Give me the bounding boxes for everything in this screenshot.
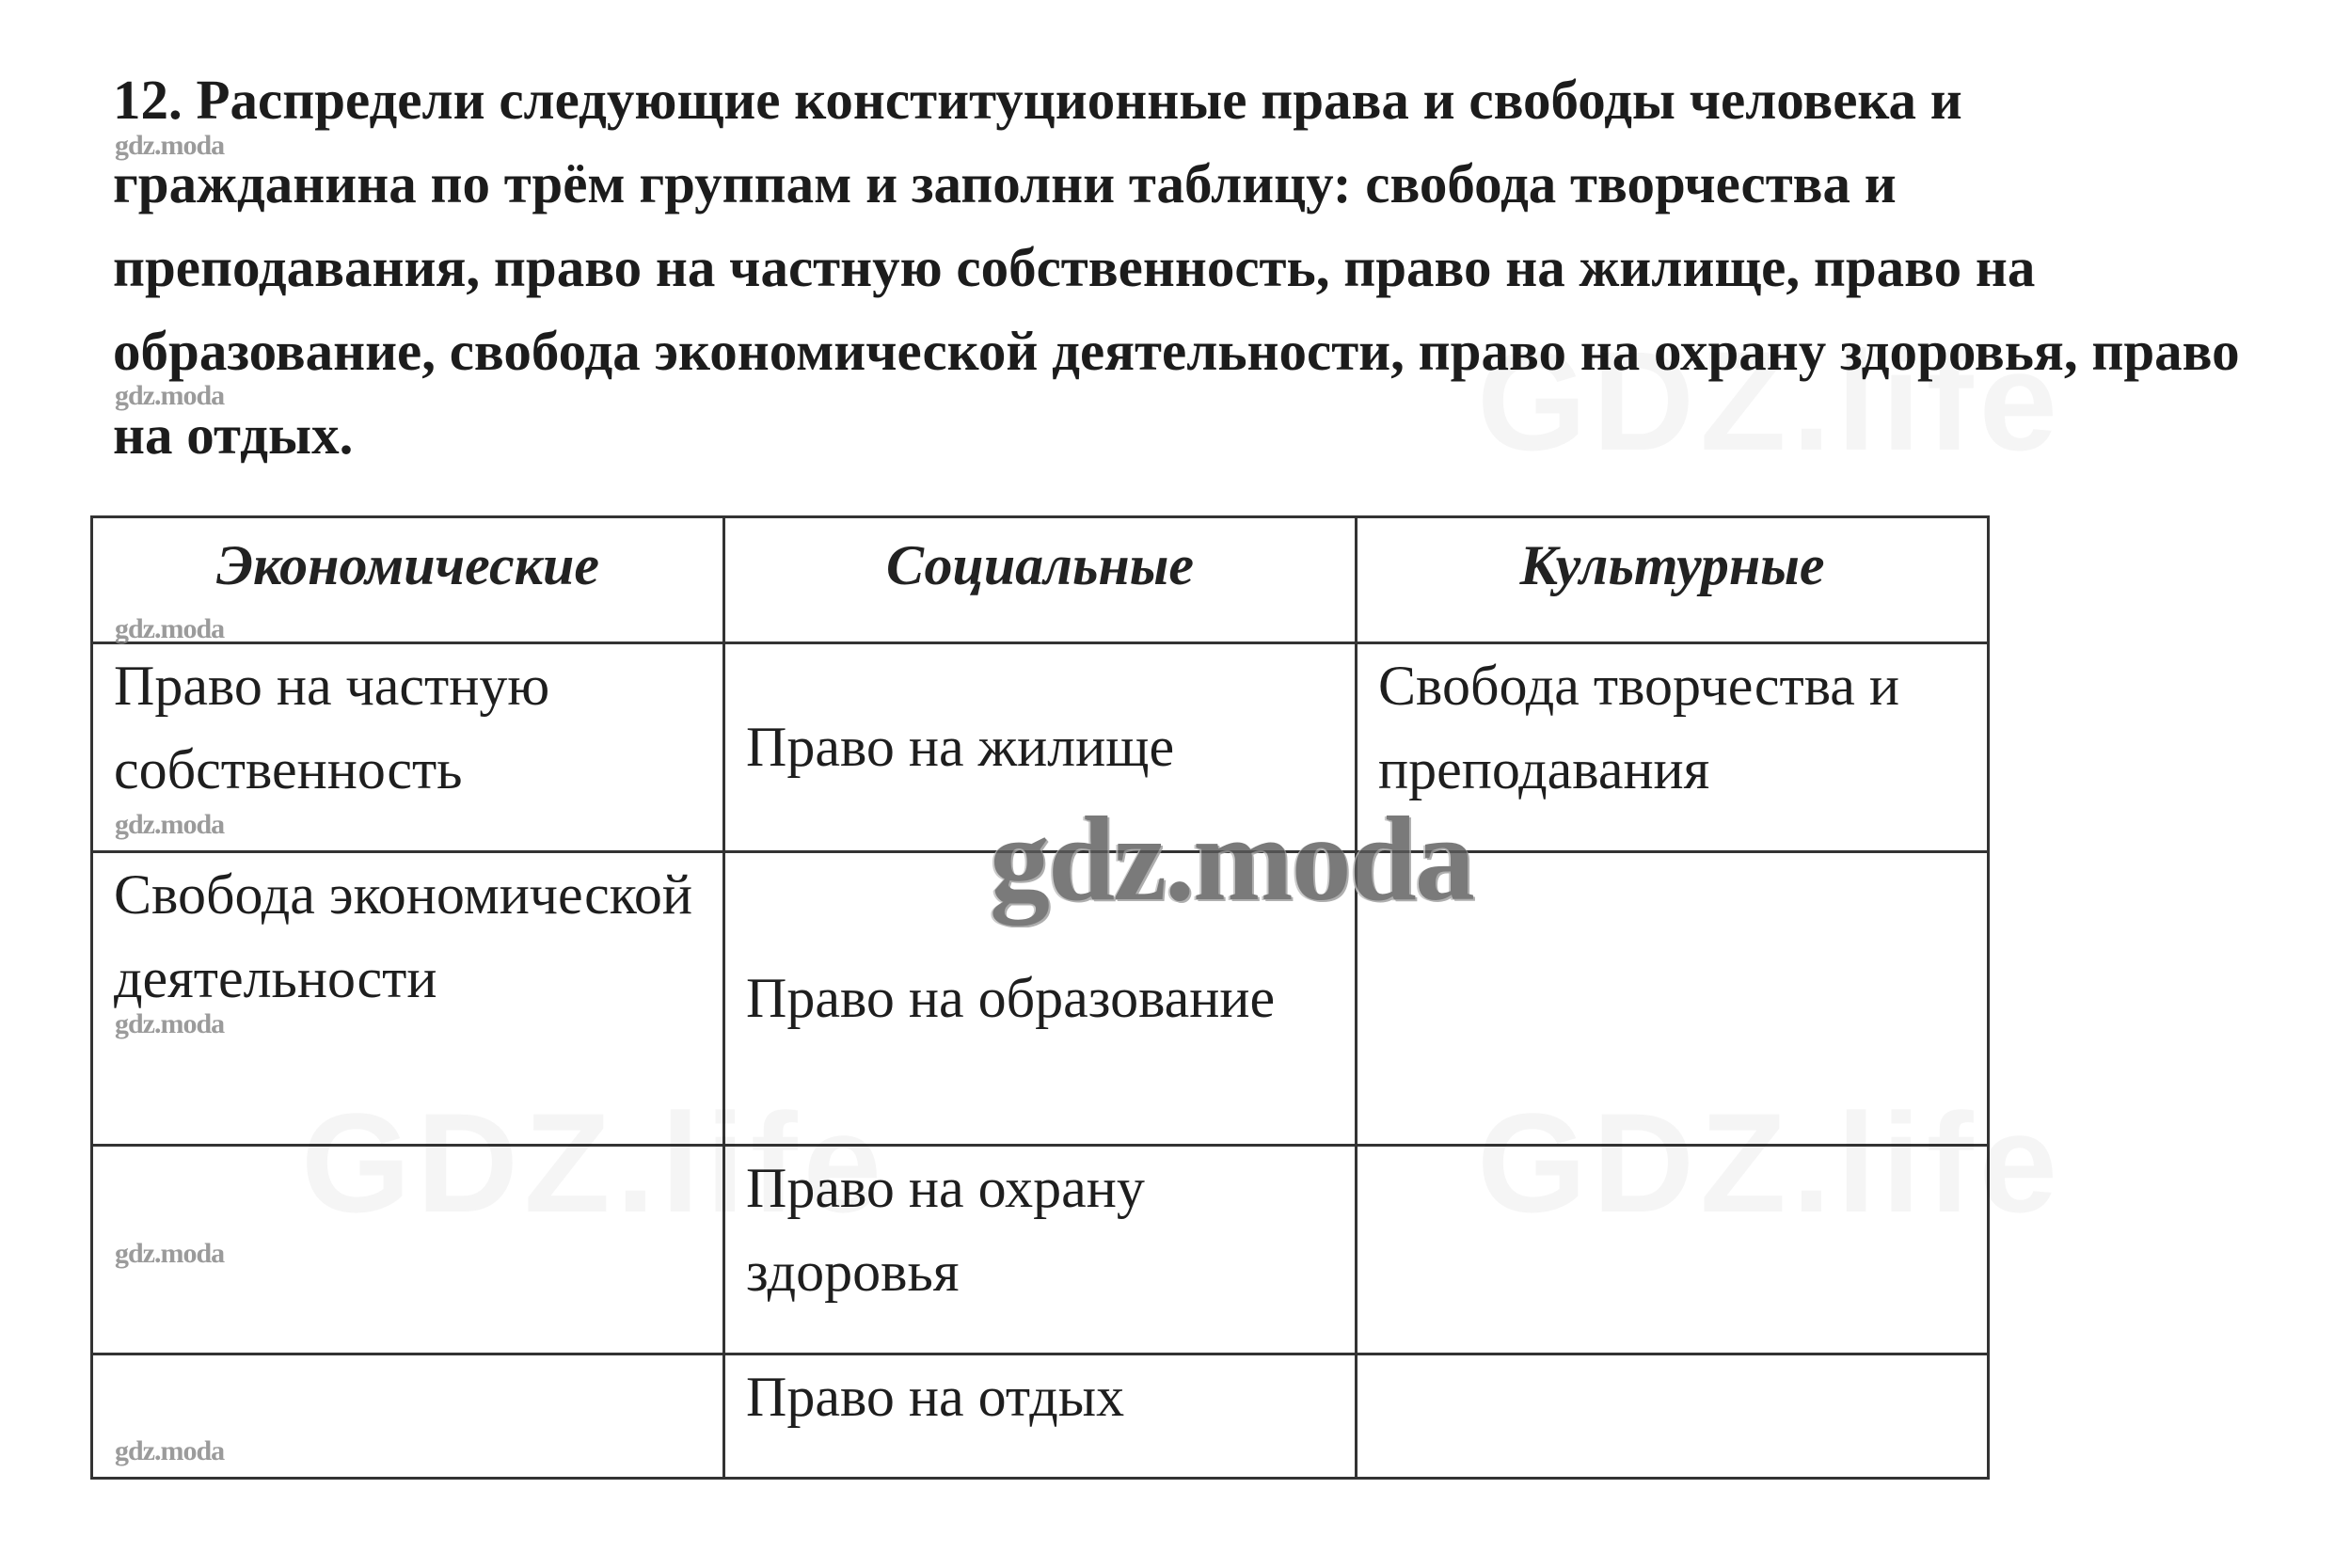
task-text: 12. Распредели следующие конституционные права и свободы человека и гражданина по трём группам и заполни таблицу: свобода творчества и преподавания, право на частную собственность, право на жилище, право на образование, свобода экономической деятельности, право на охрану здоровья, право на отдых. [113,69,2240,466]
table-cell: Право на отдых [724,1354,1357,1479]
ghost-watermark [1477,1082,2063,1244]
ghost-watermark [1477,320,2063,483]
header-social: Социальные [724,517,1357,643]
table-cell: Право на жилище [724,643,1357,852]
small-watermark: gdz.moda [115,809,225,840]
small-watermark: gdz.moda [115,1238,225,1269]
big-watermark: gdz.moda [990,792,1473,926]
table-cell: Право на охрану здоровья [724,1146,1357,1354]
table-header-row [92,517,1989,643]
small-watermark: gdz.moda [115,1008,225,1039]
header-economic: Экономические [92,517,724,643]
header-cultural: Культурные [1357,517,1989,643]
rights-table [90,515,1990,1480]
small-watermark: gdz.moda [115,130,225,161]
small-watermark: gdz.moda [115,380,225,411]
table-cell: Свобода экономической деятельности [92,852,724,1146]
table-cell: Свобода творчества и преподавания [1357,643,1989,852]
table-cell: Право на частную собственность [92,643,724,852]
ghost-watermark [301,1082,887,1244]
table-cell [1357,1354,1989,1479]
small-watermark: gdz.moda [115,613,225,644]
small-watermark: gdz.moda [115,1435,225,1466]
table-cell: Право на образование [724,852,1357,1146]
table-row [92,1354,1989,1479]
